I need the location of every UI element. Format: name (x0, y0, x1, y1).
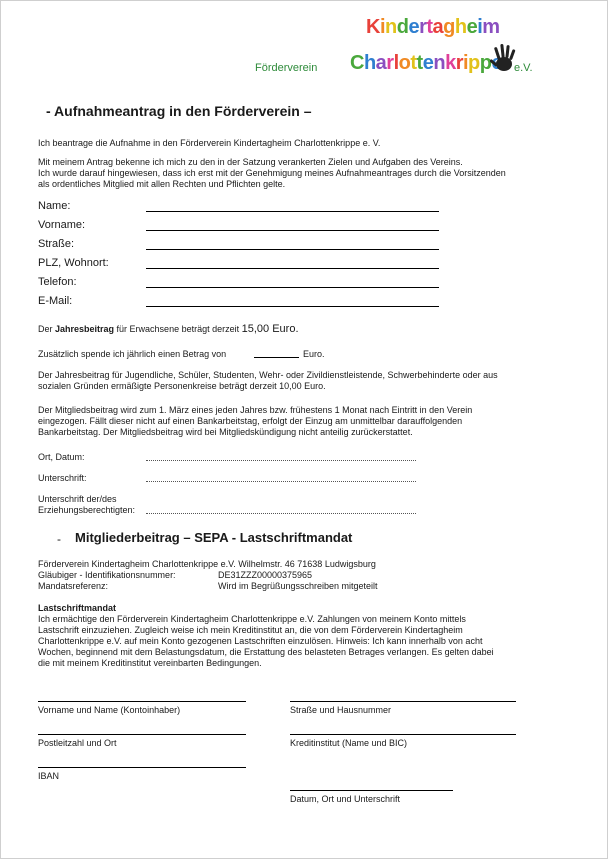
logo-letter: o (398, 52, 411, 74)
mandate-reference-label: Mandatsreferenz: (38, 581, 109, 591)
reduced-line: Der Jahresbeitrag für Jugendliche, Schüler, Studenten, Wehr- oder Zivildienstleistende, Schwerbehinderte oder aus (38, 370, 498, 380)
logo-letter: i (477, 16, 483, 38)
field-label-vorname: Vorname: (38, 219, 86, 231)
logo-letter: C (350, 52, 364, 74)
logo-letter: t (416, 52, 423, 74)
logo-letter: a (432, 16, 444, 38)
intro-line: Mit meinem Antrag bekenne ich mich zu den in der Satzung verankerten Zielen und Aufgaben des Vereins. (38, 157, 463, 167)
logo-line-2 (350, 52, 502, 75)
intro-line: als ordentliches Mitglied mit allen Rechten und Pflichten gelte. (38, 179, 286, 189)
guardian-signature-line[interactable] (146, 513, 416, 514)
fee-bold: Jahresbeitrag (55, 324, 115, 334)
guardian-signature-label-2: Erziehungsberechtigten: (38, 505, 136, 515)
account-holder-label: Vorname und Name (Kontoinhaber) (38, 705, 181, 715)
logo-letter: g (443, 16, 455, 38)
mandate-paragraph (38, 614, 494, 669)
logo-letter: i (462, 52, 469, 74)
field-line-plz-wohnort[interactable] (146, 268, 439, 269)
field-line-email[interactable] (146, 306, 439, 307)
mandate-reference-value: Wird im Begrüßungsschreiben mitgeteilt (218, 581, 378, 591)
annual-fee-text (38, 324, 299, 335)
iban-label: IBAN (38, 771, 60, 781)
logo-letter: e (408, 16, 420, 38)
postcode-city-line[interactable] (38, 734, 246, 735)
field-label-email: E-Mail: (38, 295, 73, 307)
field-label-plz-wohnort: PLZ, Wohnort: (38, 257, 109, 269)
street-line[interactable] (290, 701, 516, 702)
logo-letter: e (466, 16, 478, 38)
mandate-line: Wochen, beginnend mit dem Belastungsdatum, die Erstattung des belasteten Betrages verlangen. Es gelten dabei (38, 647, 494, 657)
intro-paragraph-2 (38, 157, 506, 190)
sepa-dash: - (57, 532, 61, 546)
street-label: Straße und Hausnummer (290, 705, 392, 715)
logo-letter: n (433, 52, 446, 74)
reduced-line: sozialen Gründen ermäßigte Personenkreise beträgt derzeit 10,00 Euro. (38, 381, 326, 391)
reduced-fee-paragraph (38, 370, 498, 392)
mandate-line: Charlottenkrippe e.V. auf mein Konto gezogenen Lastschriften einzulösen. Hinweis: Ich kann innerhalb von acht (38, 636, 483, 646)
collection-paragraph (38, 405, 472, 438)
logo-letter: m (482, 16, 500, 38)
logo-letter: h (363, 52, 376, 74)
field-line-vorname[interactable] (146, 230, 439, 231)
association-suffix: e.V. (514, 62, 533, 74)
intro-line: Ich wurde darauf hingewiesen, dass ich erst mit der Genehmigung meines Aufnahmeantrages durch die Vorsitzenden (38, 168, 506, 178)
logo-letter: d (396, 16, 409, 38)
logo-letter: i (379, 16, 386, 38)
donation-text: Zusätzlich spende ich jährlich einen Betrag von (38, 349, 227, 359)
account-holder-line[interactable] (38, 701, 246, 702)
date-place-signature-label: Datum, Ort und Unterschrift (290, 794, 401, 804)
creditor-id-label: Gläubiger - Identifikationsnummer: (38, 570, 176, 580)
fee-middle: für Erwachsene beträgt derzeit (114, 324, 242, 334)
field-line-strasse[interactable] (146, 249, 439, 250)
field-line-telefon[interactable] (146, 287, 439, 288)
logo-letter: r (419, 16, 427, 38)
donation-suffix: Euro. (303, 349, 325, 359)
place-date-line[interactable] (146, 460, 416, 461)
collection-line: Der Mitgliedsbeitrag wird zum 1. März eines jeden Jahres bzw. frühestens 1 Monat nach Eintritt in den Verein (38, 405, 473, 415)
mandate-line: Lastschrift einzuziehen. Zugleich weise ich mein Kreditinstitut an, die von dem Förderverein Kindertagheim (38, 625, 463, 635)
guardian-signature-label-1: Unterschrift der/des (38, 494, 117, 504)
logo-letter: h (454, 16, 467, 38)
mandate-line: Ich ermächtige den Förderverein Kindertagheim Charlottenkrippe e.V. Zahlungen von meinem Konto mittels (38, 614, 466, 624)
association-label: Förderverein (255, 62, 318, 74)
logo-letter: l (393, 52, 399, 74)
logo-letter: r (386, 52, 394, 74)
bank-line[interactable] (290, 734, 516, 735)
field-label-strasse: Straße: (38, 238, 75, 250)
field-label-name: Name: (38, 200, 71, 212)
mandate-heading: Lastschriftmandat (38, 603, 117, 613)
collection-line: eingezogen. Fällt dieser nicht auf einen Bankarbeitstag, erfolgt der Einzug am unmittelbar darauffolgenden (38, 416, 463, 426)
iban-line[interactable] (38, 767, 246, 768)
logo-letter: p (468, 52, 480, 74)
date-place-signature-line[interactable] (290, 790, 453, 791)
logo-letter: t (426, 16, 433, 38)
logo-letter: k (445, 52, 456, 74)
bank-label: Kreditinstitut (Name und BIC) (290, 738, 408, 748)
collection-line: Bankarbeitstag. Der Mitgliedsbeitrag wird bei Mitgliedskündigung nicht anteilig zurückerstattet. (38, 427, 413, 437)
fee-amount: 15,00 Euro. (241, 323, 299, 335)
sepa-title: Mitgliederbeitrag – SEPA - Lastschriftmandat (75, 530, 353, 545)
donation-amount-line[interactable] (254, 357, 299, 358)
logo-letter: n (385, 16, 397, 38)
postcode-city-label: Postleitzahl und Ort (38, 738, 117, 748)
mandate-line: die mit meinem Kreditinstitut vereinbarten Bedingungen. (38, 658, 262, 668)
fee-prefix: Der (38, 324, 56, 334)
logo-line-1 (366, 16, 500, 39)
field-label-telefon: Telefon: (38, 276, 77, 288)
logo-letter: t (410, 52, 417, 74)
form-title: - Aufnahmeantrag in den Förderverein – (46, 103, 312, 119)
creditor-id-value: DE31ZZZ00000375965 (218, 570, 313, 580)
field-line-name[interactable] (146, 211, 439, 212)
logo-letter: a (375, 52, 387, 74)
signature-line[interactable] (146, 481, 416, 482)
logo-letter: K (366, 16, 380, 38)
signature-label: Unterschrift: (38, 473, 87, 483)
creditor-address: Förderverein Kindertagheim Charlottenkrippe e.V. Wilhelmstr. 46 71638 Ludwigsburg (38, 559, 376, 569)
intro-paragraph-1: Ich beantrage die Aufnahme in den Förderverein Kindertagheim Charlottenkrippe e. V. (38, 138, 381, 148)
place-date-label: Ort, Datum: (38, 452, 85, 462)
logo-letter: e (422, 52, 434, 74)
logo-letter: r (455, 52, 463, 74)
logo-letter: p (479, 52, 492, 74)
